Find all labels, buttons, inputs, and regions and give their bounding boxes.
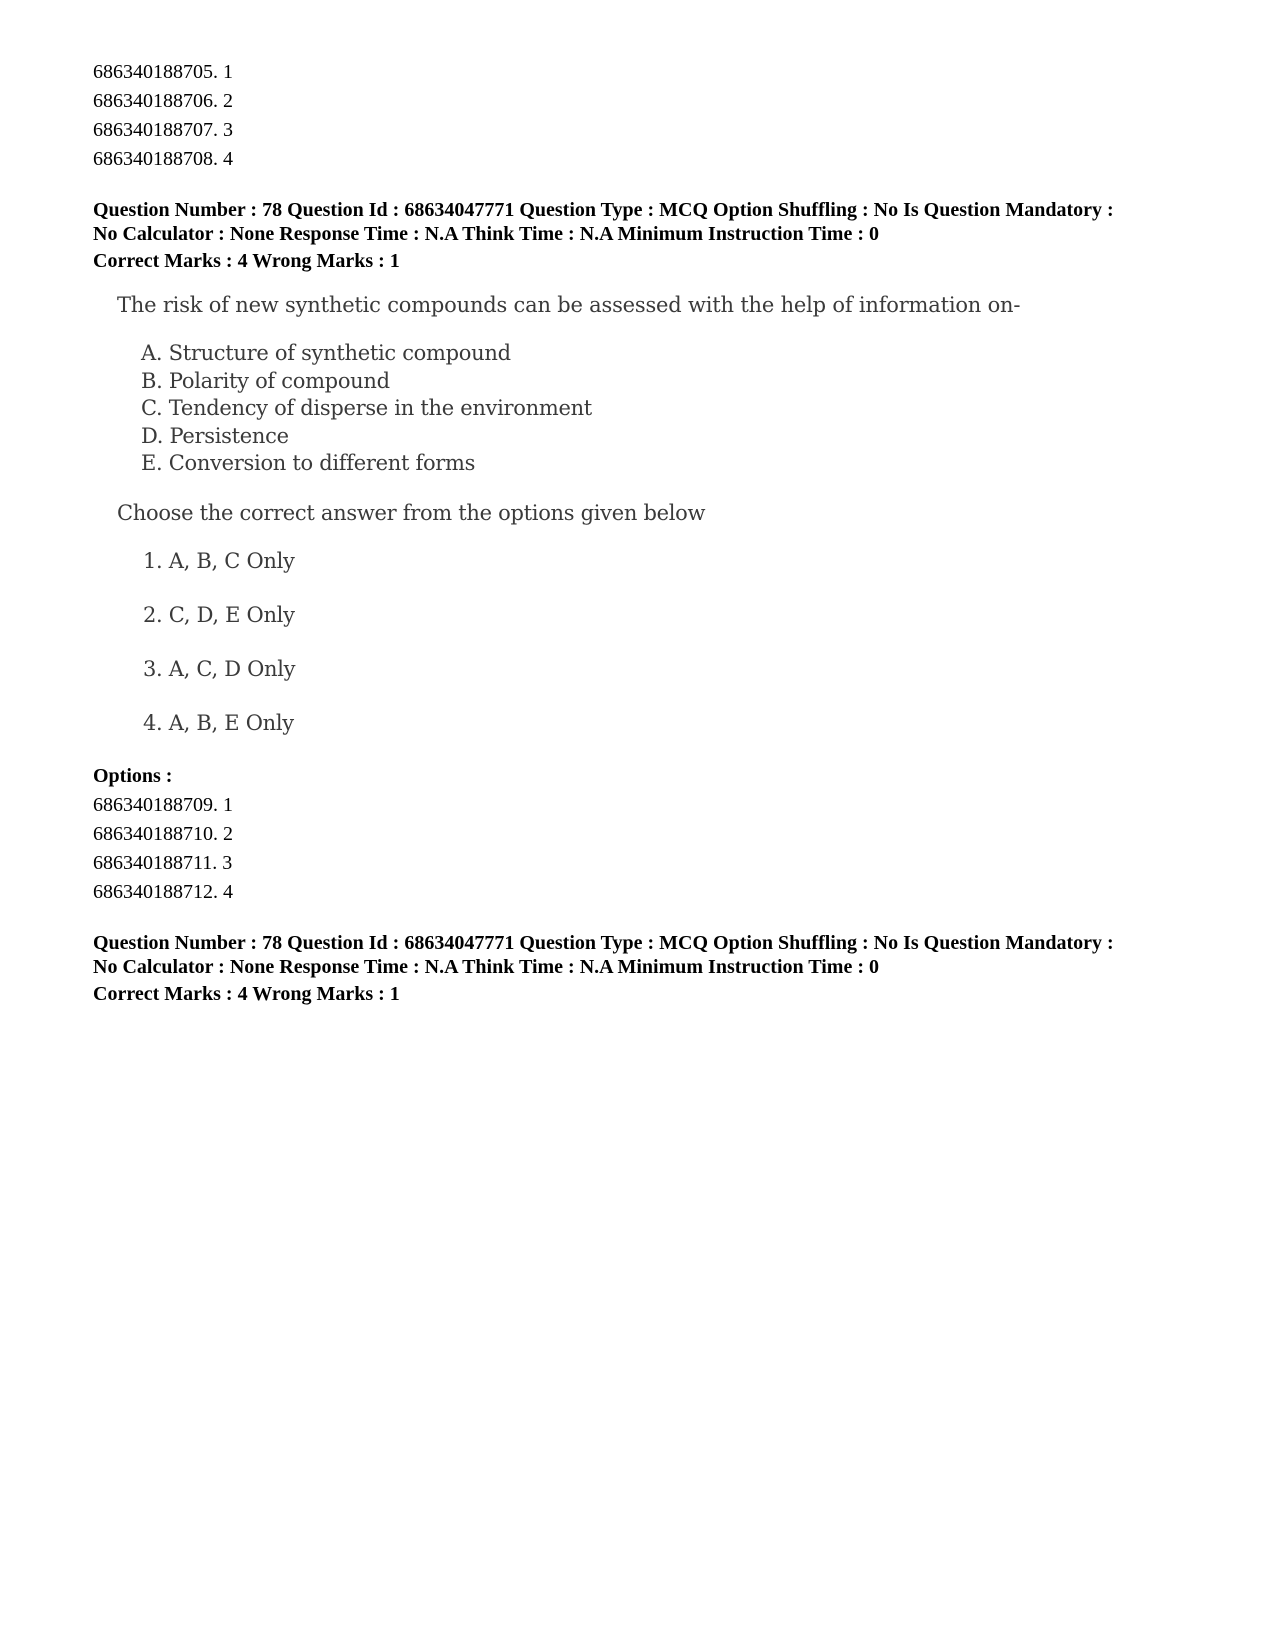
question-stem: The risk of new synthetic compounds can be assessed with the help of information on- [117,293,1021,317]
options-list [93,791,1193,907]
option-item: 686340188711. 3 [93,851,233,874]
option-item: 686340188709. 1 [93,793,233,816]
statement-item: D. Persistence [141,423,289,448]
question-meta-line-1: Question Number : 78 Question Id : 68634047771 Question Type : MCQ Option Shuffling : No Is Question Mandatory : [93,199,1114,221]
statement-list [141,340,1193,478]
statement-item: E. Conversion to different forms [141,451,476,475]
question-meta-line-2: No Calculator : None Response Time : N.A Think Time : N.A Minimum Instruction Time : 0 [93,955,879,978]
option-item: 686340188706. 2 [93,90,233,112]
question-meta-line-2: No Calculator : None Response Time : N.A Think Time : N.A Minimum Instruction Time : 0 [93,223,879,245]
answer-choice: 4. A, B, E Only [143,710,294,735]
option-item: 686340188710. 2 [93,822,233,845]
option-item: 686340188708. 4 [93,148,233,170]
option-item: 686340188712. 4 [93,880,233,903]
answer-choice: 3. A, C, D Only [143,656,296,681]
option-item: 686340188705. 1 [93,61,233,83]
previous-options-list [93,58,1193,174]
question-marks: Correct Marks : 4 Wrong Marks : 1 [93,982,400,1005]
answer-choice: 1. A, B, C Only [143,548,295,573]
answer-choice: 2. C, D, E Only [143,602,295,627]
options-label: Options : [93,764,173,787]
statement-item: C. Tendency of disperse in the environment [141,396,592,420]
question-meta-line-1: Question Number : 78 Question Id : 68634047771 Question Type : MCQ Option Shuffling : No Is Question Mandatory : [93,931,1114,954]
statement-item: A. Structure of synthetic compound [141,341,511,365]
question-header [93,931,1193,1009]
question-body [117,290,1193,738]
choose-instruction: Choose the correct answer from the options given below [117,500,706,525]
option-item: 686340188707. 3 [93,119,233,141]
question-header [93,198,1193,276]
statement-item: B. Polarity of compound [141,368,390,393]
document-page [93,58,1193,1009]
answer-choice-list [143,546,1193,738]
question-marks: Correct Marks : 4 Wrong Marks : 1 [93,250,400,272]
